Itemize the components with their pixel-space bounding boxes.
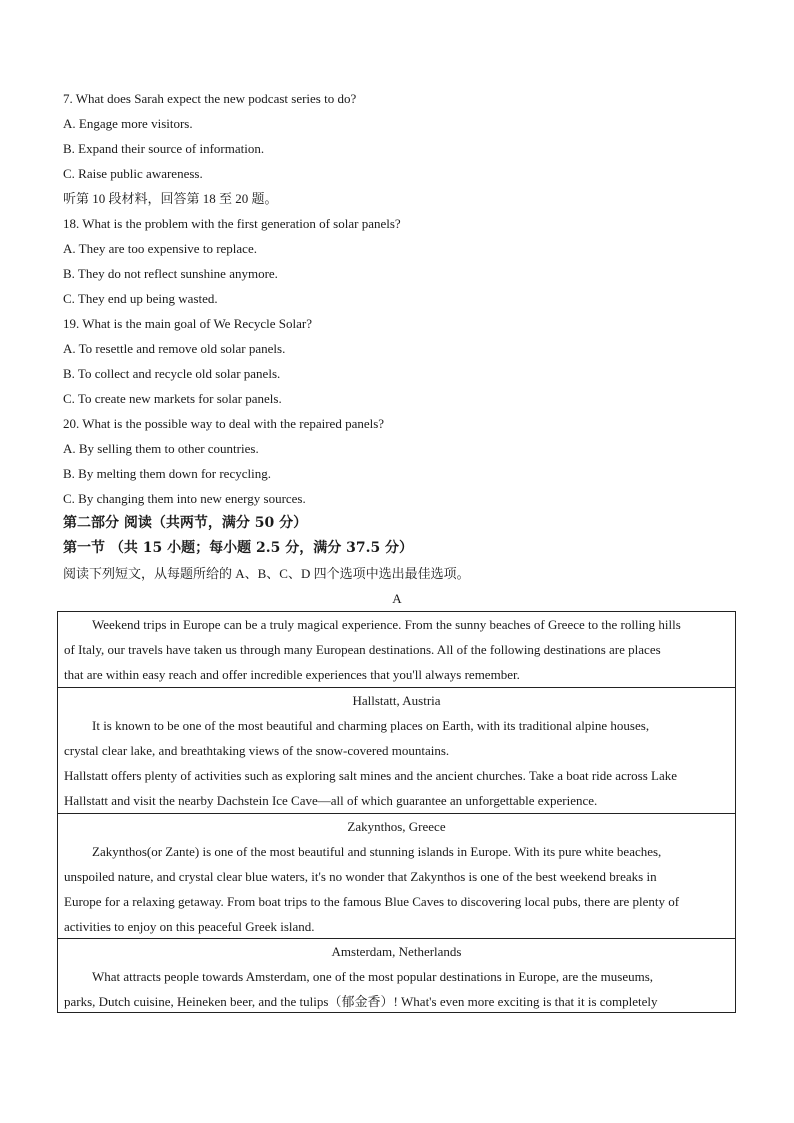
zakynthos-title: Zakynthos, Greece xyxy=(347,819,446,834)
option-19a: A. To resettle and remove old solar panels. xyxy=(63,341,286,356)
part-heading: 第二部分 阅读（共两节，满分 50 分） xyxy=(63,515,308,531)
option-19b: B. To collect and recycle old solar panels. xyxy=(63,366,281,381)
passage-table xyxy=(57,611,736,1013)
zakynthos-line: unspoiled nature, and crystal clear blue waters, it's no wonder that Zakynthos is one of the best weekend breaks in xyxy=(64,869,657,884)
amsterdam-line: What attracts people towards Amsterdam, one of the most popular destinations in Europe, are the museums, xyxy=(92,969,654,984)
intro-line: of Italy, our travels have taken us through many European destinations. All of the following destinations are places xyxy=(64,642,661,657)
zakynthos-line: Zakynthos(or Zante) is one of the most beautiful and stunning islands in Europe. With its pure white beaches, xyxy=(92,844,662,859)
option-7a: A. Engage more visitors. xyxy=(63,116,193,131)
passage-label: A xyxy=(392,591,402,606)
intro-line: Weekend trips in Europe can be a truly magical experience. From the sunny beaches of Greece to the rolling hills xyxy=(92,617,681,632)
hallstatt-line: crystal clear lake, and breathtaking views of the snow-covered mountains. xyxy=(64,743,450,758)
question-7: 7. What does Sarah expect the new podcast series to do? xyxy=(63,91,357,106)
hallstatt-line: Hallstatt offers plenty of activities such as exploring salt mines and the ancient churches. Take a boat ride across Lake xyxy=(64,768,678,783)
option-20c: C. By changing them into new energy sources. xyxy=(63,491,306,506)
option-18b: B. They do not reflect sunshine anymore. xyxy=(63,266,278,281)
option-20a: A. By selling them to other countries. xyxy=(63,441,259,456)
hallstatt-cell xyxy=(58,688,735,814)
zakynthos-line: activities to enjoy on this peaceful Greek island. xyxy=(64,919,315,934)
question-18: 18. What is the problem with the first generation of solar panels? xyxy=(63,216,401,231)
option-7c: C. Raise public awareness. xyxy=(63,166,203,181)
listening-instruction: 听第 10 段材料，回答第 18 至 20 题。 xyxy=(63,191,278,206)
amsterdam-cell xyxy=(58,939,735,1012)
amsterdam-title: Amsterdam, Netherlands xyxy=(331,944,462,959)
zakynthos-cell xyxy=(58,814,735,939)
intro-cell xyxy=(58,612,735,688)
option-18a: A. They are too expensive to replace. xyxy=(63,241,257,256)
amsterdam-line: parks, Dutch cuisine, Heineken beer, and the tulips（郁金香）! What's even more exciting is that it is completely xyxy=(64,994,658,1009)
option-18c: C. They end up being wasted. xyxy=(63,291,218,306)
option-20b: B. By melting them down for recycling. xyxy=(63,466,271,481)
reading-instruction: 阅读下列短文，从每题所给的 A、B、C、D 四个选项中选出最佳选项。 xyxy=(63,566,470,581)
section-heading: 第一节 （共 15 小题；每小题 2.5 分，满分 37.5 分） xyxy=(63,540,414,556)
question-20: 20. What is the possible way to deal with the repaired panels? xyxy=(63,416,385,431)
question-19: 19. What is the main goal of We Recycle Solar? xyxy=(63,316,313,331)
option-7b: B. Expand their source of information. xyxy=(63,141,265,156)
option-19c: C. To create new markets for solar panels. xyxy=(63,391,282,406)
zakynthos-line: Europe for a relaxing getaway. From boat trips to the famous Blue Caves to discovering local pubs, there are plenty of xyxy=(64,894,680,909)
intro-line: that are within easy reach and offer incredible experiences that you'll always remember. xyxy=(64,667,520,682)
hallstatt-line: Hallstatt and visit the nearby Dachstein Ice Cave—all of which guarantee an unforgettable experience. xyxy=(64,793,598,808)
hallstatt-title: Hallstatt, Austria xyxy=(352,693,441,708)
hallstatt-line: It is known to be one of the most beautiful and charming places on Earth, with its traditional alpine houses, xyxy=(92,718,650,733)
